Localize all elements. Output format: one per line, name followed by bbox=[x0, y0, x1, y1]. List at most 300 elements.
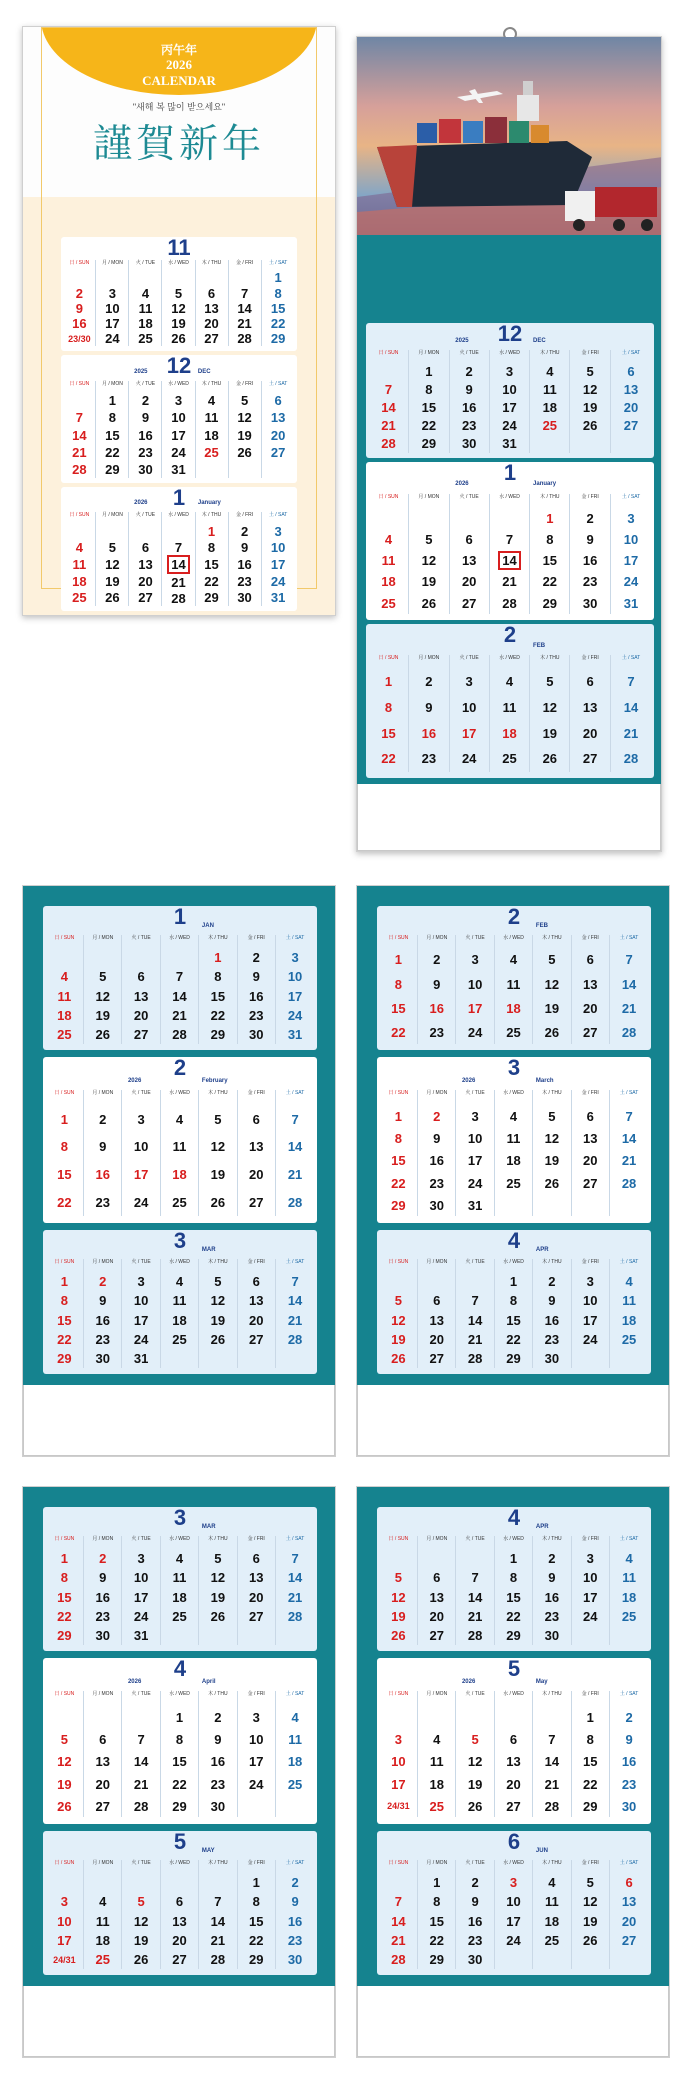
month-panel bbox=[43, 1230, 317, 1374]
date-number: 28 bbox=[287, 1195, 303, 1210]
date-cell bbox=[495, 1150, 532, 1172]
date-cell bbox=[162, 270, 194, 285]
weekday-label: 木 / THU bbox=[201, 511, 222, 518]
date-number: 14 bbox=[467, 1589, 483, 1605]
date-cell bbox=[570, 550, 609, 571]
weekday-label: 日 / SUN bbox=[54, 1090, 75, 1097]
date-cell bbox=[96, 444, 128, 461]
date-cell bbox=[450, 417, 489, 435]
date-cell bbox=[495, 1607, 532, 1626]
date-cell bbox=[199, 967, 236, 986]
weekday-column bbox=[380, 1536, 418, 1645]
date-number: 22 bbox=[391, 1024, 406, 1040]
date-cell bbox=[96, 540, 128, 557]
date-number: 27 bbox=[582, 1175, 598, 1191]
date-number: 12 bbox=[544, 1131, 560, 1147]
date-cell bbox=[46, 1607, 83, 1626]
date-cell bbox=[161, 1568, 198, 1587]
date-number: 28 bbox=[171, 590, 186, 606]
date-cell bbox=[456, 1911, 493, 1930]
date-number: 20 bbox=[582, 725, 598, 741]
date-cell bbox=[611, 669, 651, 695]
date-number: 30 bbox=[467, 1952, 483, 1968]
date-number: 15 bbox=[391, 1153, 406, 1169]
month-number: 3 bbox=[173, 1230, 187, 1253]
date-cell bbox=[196, 573, 228, 590]
date-cell bbox=[161, 1911, 198, 1930]
date-number: 23 bbox=[210, 1776, 226, 1792]
date-number: 28 bbox=[467, 1628, 483, 1644]
date-number: 24 bbox=[582, 1608, 598, 1624]
date-number: 27 bbox=[138, 590, 153, 606]
weekday-label: 土 / SAT bbox=[285, 1258, 305, 1265]
date-cell bbox=[122, 1607, 159, 1626]
date-cell bbox=[196, 270, 228, 285]
weekday-column bbox=[610, 1691, 648, 1817]
date-cell bbox=[418, 1773, 455, 1795]
date-number: 8 bbox=[394, 976, 403, 992]
date-cell bbox=[572, 1911, 609, 1930]
date-cell bbox=[229, 444, 261, 461]
date-number: 13 bbox=[95, 1754, 110, 1770]
day-grid bbox=[46, 1536, 315, 1645]
date-cell bbox=[276, 1706, 314, 1728]
date-cell bbox=[418, 1549, 455, 1568]
date-cell bbox=[530, 529, 569, 550]
date-cell bbox=[161, 1025, 198, 1044]
date-cell bbox=[380, 1150, 417, 1172]
date-cell bbox=[456, 1172, 493, 1194]
date-number: 8 bbox=[509, 1293, 518, 1309]
date-cell bbox=[161, 1272, 198, 1291]
date-cell bbox=[572, 1950, 609, 1969]
date-number: 6 bbox=[99, 1732, 107, 1748]
date-number: 31 bbox=[502, 436, 517, 452]
date-cell bbox=[262, 270, 295, 285]
weekday-column bbox=[572, 1259, 610, 1368]
weekday-label: 火 / TUE bbox=[459, 350, 479, 356]
date-cell bbox=[96, 409, 128, 426]
date-number: 31 bbox=[287, 1027, 303, 1043]
date-cell bbox=[229, 540, 261, 557]
date-cell bbox=[495, 1795, 532, 1817]
date-number: 21 bbox=[287, 1167, 303, 1183]
date-cell bbox=[276, 1349, 314, 1368]
date-cell bbox=[610, 1549, 648, 1568]
weekday-label: 月 / MON bbox=[101, 511, 123, 518]
date-number: 7 bbox=[625, 952, 633, 968]
date-cell bbox=[162, 331, 194, 346]
weekday-column bbox=[161, 1259, 199, 1368]
weekday-label: 水 / WED bbox=[503, 1859, 524, 1866]
month-year: 2025 bbox=[455, 338, 469, 345]
date-cell bbox=[199, 1105, 236, 1133]
date-cell bbox=[456, 948, 493, 972]
date-cell bbox=[369, 398, 408, 416]
date-number: 4 bbox=[291, 1709, 299, 1725]
date-cell bbox=[196, 285, 228, 300]
date-number: 30 bbox=[210, 1798, 226, 1814]
date-number: 12 bbox=[544, 976, 560, 992]
weekday-label: 木 / THU bbox=[208, 934, 228, 941]
weekday-label: 火 / TUE bbox=[131, 1859, 151, 1866]
date-cell bbox=[572, 1272, 609, 1291]
date-number: 17 bbox=[287, 988, 303, 1004]
date-cell bbox=[196, 331, 228, 346]
date-number: 10 bbox=[133, 1139, 149, 1155]
date-number: 21 bbox=[171, 574, 186, 590]
date-cell bbox=[572, 996, 609, 1020]
weekday-label: 木 / THU bbox=[201, 380, 222, 387]
date-cell bbox=[63, 523, 95, 540]
month-panel bbox=[377, 1658, 651, 1824]
weekday-column bbox=[238, 1090, 276, 1216]
date-cell bbox=[610, 1172, 648, 1194]
date-cell bbox=[199, 1272, 236, 1291]
date-number: 24 bbox=[105, 331, 120, 347]
date-number: 7 bbox=[291, 1111, 299, 1127]
date-cell bbox=[495, 1020, 532, 1044]
date-cell bbox=[262, 444, 295, 461]
date-cell bbox=[533, 1607, 570, 1626]
date-cell bbox=[572, 1349, 609, 1368]
month-number: 12 bbox=[497, 323, 523, 346]
date-number: 19 bbox=[133, 1932, 149, 1948]
date-number: 26 bbox=[133, 1952, 149, 1968]
day-grid bbox=[369, 655, 651, 772]
date-cell bbox=[276, 1892, 314, 1911]
date-cell bbox=[572, 1330, 609, 1349]
date-number: 16 bbox=[237, 557, 252, 573]
date-number: 28 bbox=[621, 1175, 637, 1191]
date-cell bbox=[610, 1310, 648, 1329]
date-number: 15 bbox=[542, 553, 558, 569]
date-cell bbox=[610, 1751, 648, 1773]
weekday-column bbox=[262, 260, 295, 347]
weekday-column bbox=[380, 1691, 418, 1817]
weekday-label: 火 / TUE bbox=[131, 1535, 151, 1542]
date-number: 20 bbox=[621, 1913, 637, 1929]
date-cell bbox=[276, 1911, 314, 1930]
date-number: 16 bbox=[467, 1913, 483, 1929]
date-cell bbox=[610, 1873, 648, 1892]
date-number: 10 bbox=[270, 540, 286, 556]
date-number: 4 bbox=[505, 674, 514, 690]
weekday-label: 月 / MON bbox=[92, 1691, 114, 1698]
date-cell bbox=[229, 409, 261, 426]
date-number: 10 bbox=[133, 1570, 149, 1586]
date-cell bbox=[161, 1626, 198, 1645]
date-cell bbox=[84, 1272, 121, 1291]
weekday-label: 木 / THU bbox=[208, 1535, 228, 1542]
date-cell bbox=[262, 301, 295, 316]
date-cell bbox=[611, 695, 651, 721]
date-number: 6 bbox=[465, 532, 473, 548]
date-number: 10 bbox=[105, 300, 120, 316]
weekday-column bbox=[46, 1090, 84, 1216]
weekday-column bbox=[530, 350, 570, 453]
date-number: 10 bbox=[248, 1732, 264, 1748]
date-cell bbox=[610, 1950, 648, 1969]
cargo-ship-photo-illustration bbox=[357, 37, 661, 235]
weekday-label: 日 / SUN bbox=[69, 259, 90, 266]
month-header bbox=[366, 462, 654, 490]
date-cell bbox=[530, 695, 569, 721]
weekday-label: 水 / WED bbox=[503, 1090, 524, 1097]
date-number: 27 bbox=[172, 1952, 187, 1968]
date-cell bbox=[610, 1607, 648, 1626]
date-number: 5 bbox=[214, 1111, 222, 1127]
date-cell bbox=[418, 1626, 455, 1645]
date-number: 23 bbox=[287, 1932, 303, 1948]
date-number: 25 bbox=[621, 1331, 637, 1347]
date-number: 24 bbox=[171, 444, 186, 460]
date-cell bbox=[380, 1795, 417, 1817]
month-header bbox=[43, 1507, 317, 1533]
date-cell bbox=[276, 1873, 314, 1892]
date-number: 17 bbox=[467, 1000, 483, 1016]
date-number: 11 bbox=[506, 976, 521, 992]
date-cell bbox=[572, 1773, 609, 1795]
date-number: 20 bbox=[623, 399, 639, 415]
date-number: 26 bbox=[544, 1175, 560, 1191]
date-cell bbox=[199, 948, 236, 967]
weekday-label: 土 / SAT bbox=[285, 1535, 305, 1542]
date-number: 15 bbox=[57, 1589, 72, 1605]
weekday-column bbox=[276, 1259, 314, 1368]
weekday-column bbox=[530, 655, 570, 772]
date-cell bbox=[456, 1873, 493, 1892]
date-cell bbox=[380, 1310, 417, 1329]
month-header bbox=[61, 355, 297, 378]
date-number: 7 bbox=[137, 1732, 145, 1748]
calendar-feb-apr bbox=[356, 885, 670, 1457]
weekday-label: 火 / TUE bbox=[465, 1090, 485, 1097]
date-number: 7 bbox=[240, 285, 249, 301]
date-number: 21 bbox=[544, 1776, 560, 1792]
date-cell bbox=[276, 1272, 314, 1291]
weekday-label: 月 / MON bbox=[426, 1258, 448, 1265]
date-cell bbox=[122, 1706, 159, 1728]
month-number: 2 bbox=[503, 624, 517, 647]
weekday-column bbox=[490, 350, 530, 453]
date-number: 25 bbox=[621, 1608, 637, 1624]
date-cell bbox=[490, 362, 529, 380]
weekday-column bbox=[129, 512, 162, 606]
date-cell bbox=[129, 540, 161, 557]
weekday-column bbox=[530, 494, 570, 614]
date-number: 16 bbox=[95, 1167, 110, 1183]
date-cell bbox=[276, 1549, 314, 1568]
date-number: 1 bbox=[384, 674, 393, 690]
date-number: 23 bbox=[544, 1331, 560, 1347]
date-cell bbox=[276, 1310, 314, 1329]
weekday-column bbox=[196, 381, 229, 478]
weekday-column bbox=[572, 1090, 610, 1216]
date-number: 8 bbox=[546, 532, 554, 548]
date-number: 17 bbox=[270, 557, 286, 573]
date-cell bbox=[380, 1773, 417, 1795]
date-cell bbox=[530, 571, 569, 592]
date-number: 14 bbox=[381, 399, 396, 415]
date-cell bbox=[199, 1189, 236, 1217]
date-number: 15 bbox=[210, 988, 226, 1004]
date-cell bbox=[572, 1706, 609, 1728]
date-cell bbox=[495, 1291, 532, 1310]
weekday-column bbox=[450, 655, 490, 772]
date-number: 15 bbox=[391, 1000, 406, 1016]
month-name: APR bbox=[535, 1523, 549, 1530]
month-number: 3 bbox=[507, 1057, 521, 1080]
date-number: 20 bbox=[172, 1932, 187, 1948]
date-cell bbox=[610, 972, 648, 996]
date-number: 2 bbox=[471, 1875, 479, 1891]
date-cell bbox=[122, 986, 159, 1005]
date-cell bbox=[276, 1105, 314, 1133]
date-cell bbox=[369, 571, 408, 592]
date-number: 6 bbox=[274, 393, 282, 409]
date-number: 24 bbox=[623, 574, 639, 590]
month-header bbox=[377, 906, 651, 932]
day-grid bbox=[380, 1691, 649, 1817]
date-cell bbox=[533, 1310, 570, 1329]
date-number: 6 bbox=[141, 540, 150, 556]
date-cell bbox=[238, 1751, 275, 1773]
weekday-label: 月 / MON bbox=[92, 1090, 114, 1097]
date-cell bbox=[533, 1194, 570, 1216]
date-number: 14 bbox=[287, 1139, 303, 1155]
date-number: 4 bbox=[384, 532, 393, 548]
date-number: 18 bbox=[172, 1312, 187, 1328]
weekday-column bbox=[46, 1691, 84, 1817]
date-number: 9 bbox=[99, 1570, 107, 1586]
date-cell bbox=[276, 1133, 314, 1161]
date-cell bbox=[238, 1873, 275, 1892]
weekday-column bbox=[84, 1691, 122, 1817]
date-number: 6 bbox=[586, 952, 594, 968]
date-number: 25 bbox=[138, 331, 153, 347]
weekday-label: 日 / SUN bbox=[388, 1691, 409, 1698]
month-number: 12 bbox=[166, 355, 192, 378]
date-cell bbox=[456, 1626, 493, 1645]
weekday-label: 水 / WED bbox=[503, 934, 524, 941]
date-number: 10 bbox=[171, 410, 186, 426]
date-cell bbox=[46, 948, 83, 967]
date-cell bbox=[533, 1587, 570, 1606]
date-cell bbox=[46, 1706, 83, 1728]
weekday-label: 火 / TUE bbox=[465, 1859, 485, 1866]
date-number: 8 bbox=[60, 1139, 69, 1155]
date-cell bbox=[46, 967, 83, 986]
date-number: 12 bbox=[210, 1293, 226, 1309]
weekday-column bbox=[276, 1536, 314, 1645]
date-number: 26 bbox=[582, 1932, 598, 1948]
date-cell bbox=[46, 1892, 83, 1911]
date-number: 7 bbox=[471, 1570, 479, 1586]
date-cell bbox=[162, 523, 194, 539]
date-number: 7 bbox=[291, 1551, 299, 1567]
month-name: JAN bbox=[201, 922, 214, 929]
date-number: 11 bbox=[172, 1570, 187, 1586]
date-number: 25 bbox=[287, 1776, 303, 1792]
date-cell bbox=[418, 1568, 455, 1587]
date-number: 22 bbox=[391, 1175, 406, 1191]
date-number: 18 bbox=[204, 427, 219, 443]
date-cell bbox=[229, 573, 261, 590]
date-number: 3 bbox=[586, 1551, 594, 1567]
date-number: 4 bbox=[546, 363, 554, 379]
date-cell bbox=[84, 1189, 121, 1217]
date-cell bbox=[161, 1105, 198, 1133]
date-cell bbox=[533, 1626, 570, 1645]
date-cell bbox=[495, 1892, 532, 1911]
date-number: 6 bbox=[252, 1274, 260, 1290]
date-cell bbox=[199, 986, 236, 1005]
weekday-column bbox=[122, 1259, 160, 1368]
date-number: 9 bbox=[75, 300, 83, 316]
date-number: 2 bbox=[433, 1108, 441, 1124]
weekday-column bbox=[84, 1259, 122, 1368]
date-number: 21 bbox=[502, 574, 517, 590]
date-number: 2 bbox=[433, 952, 441, 968]
date-number: 9 bbox=[586, 532, 594, 548]
calendar-bottom-margin bbox=[23, 1385, 335, 1456]
date-cell bbox=[46, 1751, 83, 1773]
weekday-label: 火 / TUE bbox=[131, 1258, 151, 1265]
date-number: 21 bbox=[72, 444, 87, 460]
date-cell bbox=[262, 540, 295, 557]
date-number: 7 bbox=[175, 969, 184, 985]
month-year: 2026 bbox=[127, 1077, 142, 1084]
weekday-column bbox=[418, 1536, 456, 1645]
date-number: 27 bbox=[95, 1798, 110, 1814]
date-cell bbox=[276, 1587, 314, 1606]
date-cell bbox=[196, 523, 228, 540]
date-cell bbox=[238, 1773, 275, 1795]
date-cell bbox=[122, 1873, 159, 1892]
weekday-column bbox=[495, 1691, 533, 1817]
date-number: 24 bbox=[133, 1608, 149, 1624]
weekday-label: 日 / SUN bbox=[69, 380, 90, 387]
date-number: 28 bbox=[391, 1952, 406, 1968]
date-number: 27 bbox=[133, 1027, 149, 1043]
weekday-column bbox=[84, 1536, 122, 1645]
date-cell bbox=[450, 593, 489, 614]
day-grid bbox=[46, 1259, 315, 1368]
date-number: 18 bbox=[621, 1312, 637, 1328]
date-number: 20 bbox=[582, 1000, 598, 1016]
date-cell bbox=[495, 1272, 532, 1291]
date-cell bbox=[96, 427, 128, 444]
date-number: 23 bbox=[95, 1608, 110, 1624]
date-number: 13 bbox=[621, 1894, 637, 1910]
date-number: 7 bbox=[291, 1274, 299, 1290]
date-number: 19 bbox=[582, 399, 598, 415]
date-number: 29 bbox=[57, 1351, 72, 1367]
date-number: 8 bbox=[108, 410, 117, 426]
date-number: 5 bbox=[394, 1570, 403, 1586]
date-number: 24 bbox=[467, 1024, 483, 1040]
date-cell bbox=[161, 1873, 198, 1892]
date-number: 25 bbox=[429, 1798, 444, 1814]
date-number: 17 bbox=[582, 1589, 598, 1605]
date-number: 28 bbox=[502, 595, 517, 611]
date-cell bbox=[161, 1773, 198, 1795]
weekday-column bbox=[533, 935, 571, 1044]
date-cell bbox=[456, 1310, 493, 1329]
date-number: 7 bbox=[627, 674, 635, 690]
date-number: 17 bbox=[171, 427, 186, 443]
